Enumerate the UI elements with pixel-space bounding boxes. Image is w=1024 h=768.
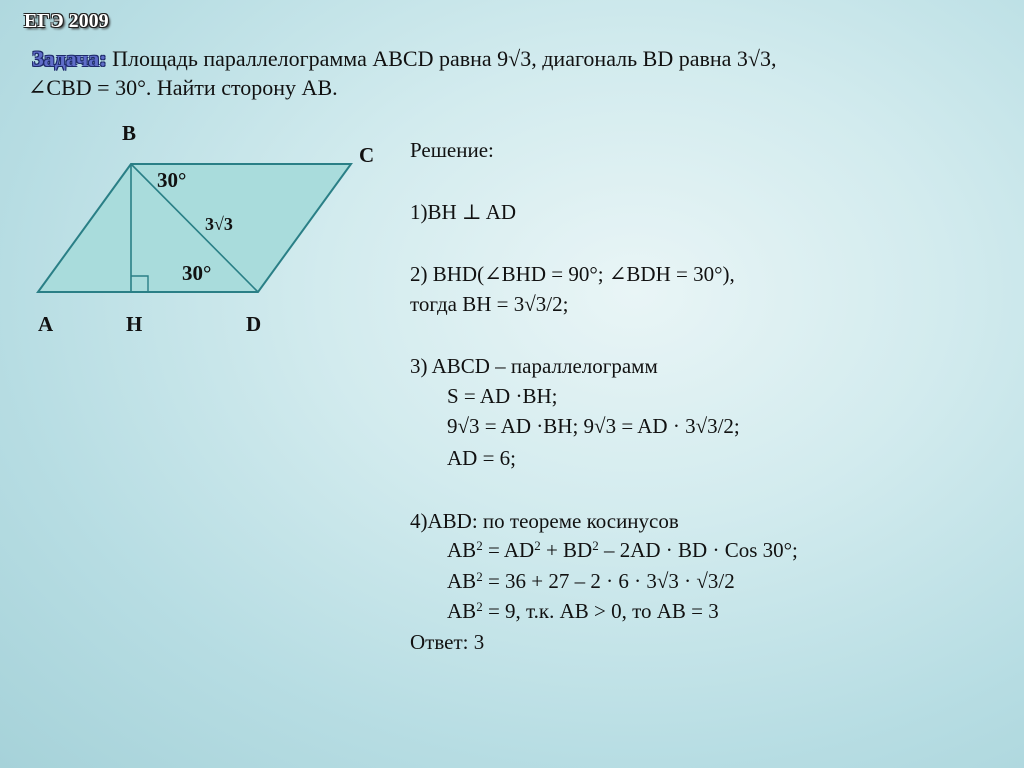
- diagonal-length-label: 3√3: [205, 214, 233, 234]
- solution-step-4-result: $AB^2 = 9$, т.к. AB > 0, то AB = 3: [447, 599, 719, 623]
- slide-title: ЕГЭ 2009: [24, 10, 109, 32]
- solution-step-1: 1)BH ⊥ AD: [410, 200, 517, 224]
- angle-cbd-label: 30°: [157, 168, 187, 192]
- solution-step-3-equation: 9√3 = AD ·BH; 9√3 = AD · 3√3/2;: [447, 414, 740, 438]
- solution-heading: Решение:: [410, 138, 494, 162]
- solution-step-2: 2) BHD(∠BHD = 90°; ∠BDH = 30°),: [410, 262, 735, 286]
- label-h: H: [126, 312, 143, 336]
- angle-bdh-label: 30°: [182, 261, 212, 285]
- answer: Ответ: 3: [410, 630, 485, 654]
- problem-text-line1: Площадь параллелограмма ABCD равна 9√3, диагональ BD равна 3√3,: [112, 46, 777, 71]
- solution-step-4: 4)ABD: по теореме косинусов: [410, 509, 679, 533]
- solution-step-3-area: S = AD ·BH;: [447, 384, 558, 408]
- label-c: C: [359, 143, 375, 167]
- solution-step-4-substitution: $AB^2 = 36 + 27 - 2 \cdot 6 \cdot 3√3 \cdot √3/2$: [447, 569, 735, 593]
- solution-step-3: 3) ABCD – параллелограмм: [410, 354, 658, 378]
- task-label: Задача:: [32, 46, 107, 71]
- label-b: B: [122, 121, 137, 145]
- solution-step-4-formula: $AB^2 = AD^2 + BD^2 - 2AD$ · BD · Cos 30°;: [447, 538, 798, 562]
- label-a: A: [38, 312, 54, 336]
- label-d: D: [246, 312, 262, 336]
- solution-step-3-result: AD = 6;: [447, 446, 517, 470]
- solution-step-2-result: тогда BH = 3√3/2;: [410, 292, 569, 316]
- problem-text-line2: ∠CBD = 30°. Найти сторону AB.: [28, 75, 338, 100]
- parallelogram-figure: [0, 0, 400, 360]
